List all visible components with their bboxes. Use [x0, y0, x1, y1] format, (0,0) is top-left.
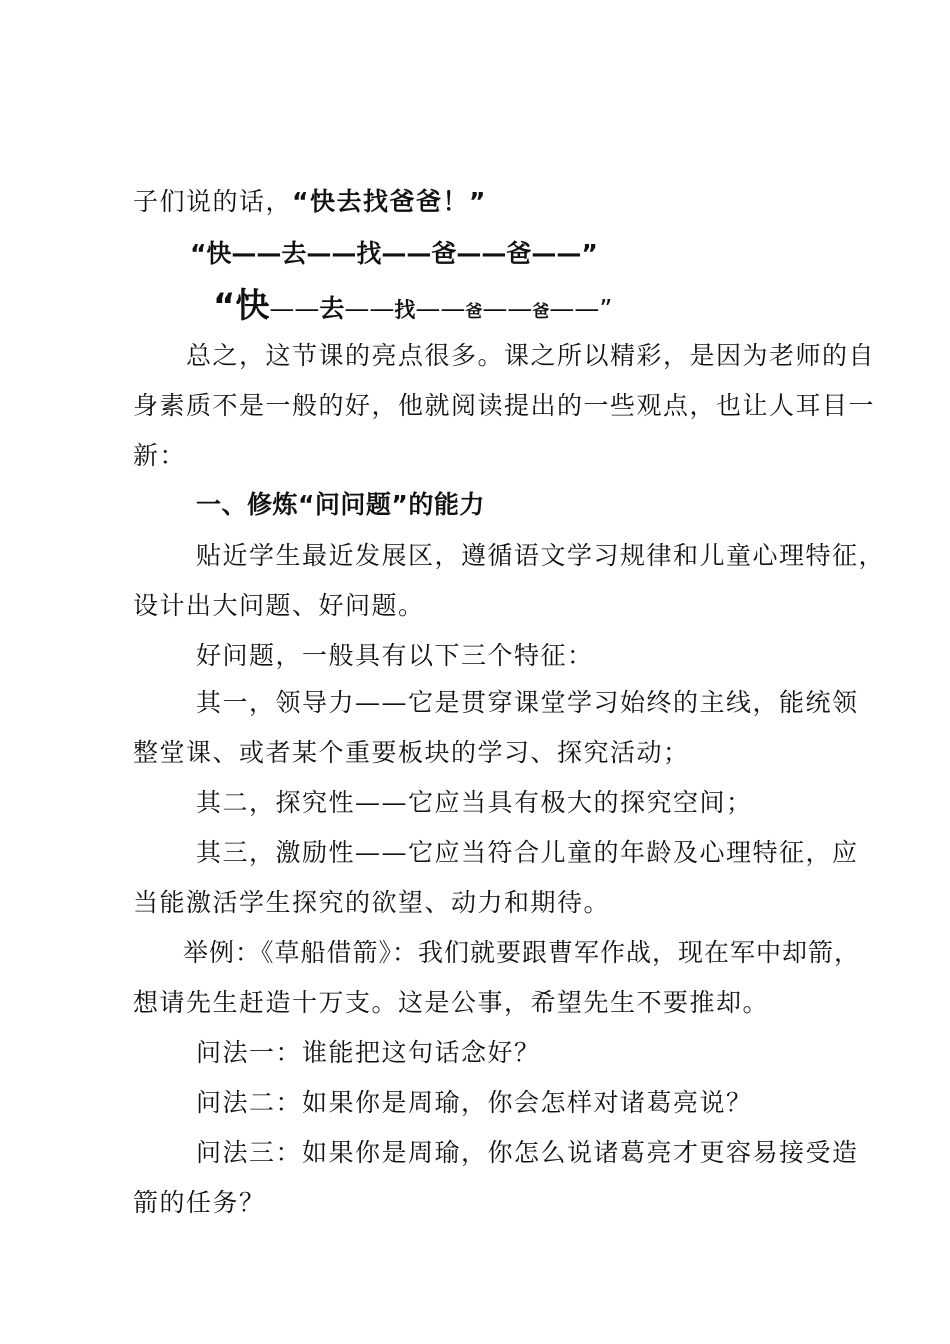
example-line-2: 想请先生赶造十万支。这是公事，希望先生不要推却。: [133, 988, 770, 1017]
feature1-line-2: 整堂课、或者某个重要板块的学习、探究活动；: [133, 738, 690, 767]
echo-dash-1: ——: [269, 294, 320, 323]
intro-quote: “快去找爸爸！”: [292, 187, 487, 216]
echo-dash-4: ——: [482, 294, 533, 323]
question-1: 问法一：谁能把这句话念好？: [196, 1038, 541, 1067]
feature3-line-1: 其三，激励性——它应当符合儿童的年龄及心理特征，应: [196, 838, 859, 867]
feature2-line: 其二，探究性——它应当具有极大的探究空间；: [196, 788, 753, 817]
summary-line-2: 身素质不是一般的好，他就阅读提出的一些观点，也让人耳目一: [133, 391, 876, 420]
example-line-1: 举例：《草船借箭》：我们就要跟曹军作战，现在军中却箭，: [183, 938, 861, 967]
para1-line-2: 设计出大问题、好问题。: [133, 591, 425, 620]
echo-char-2: 去: [319, 294, 345, 323]
question-3-line-1: 问法三：如果你是周瑜，你怎么说诸葛亮才更容易接受造: [196, 1138, 859, 1167]
echo-char-4: 爸: [465, 302, 483, 322]
echo-char-3: 找: [394, 298, 416, 322]
para2-line: 好问题，一般具有以下三个特征：: [196, 641, 594, 670]
para1-line-1: 贴近学生最近发展区，遵循语文学习规律和儿童心理特征，: [196, 541, 886, 570]
echo-line-uniform: “快——去——找——爸——爸——”: [190, 239, 598, 268]
echo-char-1: “快: [213, 286, 270, 326]
echo-dash-2: ——: [344, 294, 395, 323]
intro-prefix: 子们说的话，: [133, 187, 293, 216]
feature3-line-2: 当能激活学生探究的欲望、动力和期待。: [133, 888, 611, 917]
intro-line: [133, 186, 487, 218]
summary-line-1: 总之，这节课的亮点很多。课之所以精彩，是因为老师的自: [186, 341, 876, 370]
question-2: 问法二：如果你是周瑜，你会怎样对诸葛亮说？: [196, 1088, 753, 1117]
echo-dash-5: ——”: [549, 294, 613, 323]
echo-char-5: 爸: [532, 302, 550, 322]
feature1-line-1: 其一，领导力——它是贯穿课堂学习始终的主线，能统领: [196, 688, 859, 717]
question-3-line-2: 箭的任务？: [133, 1188, 266, 1217]
echo-line-diminishing: [213, 288, 612, 330]
echo-dash-3: ——: [415, 294, 466, 323]
summary-line-3: 新：: [133, 441, 187, 470]
section-heading: 一、修炼“问问题”的能力: [196, 490, 485, 519]
